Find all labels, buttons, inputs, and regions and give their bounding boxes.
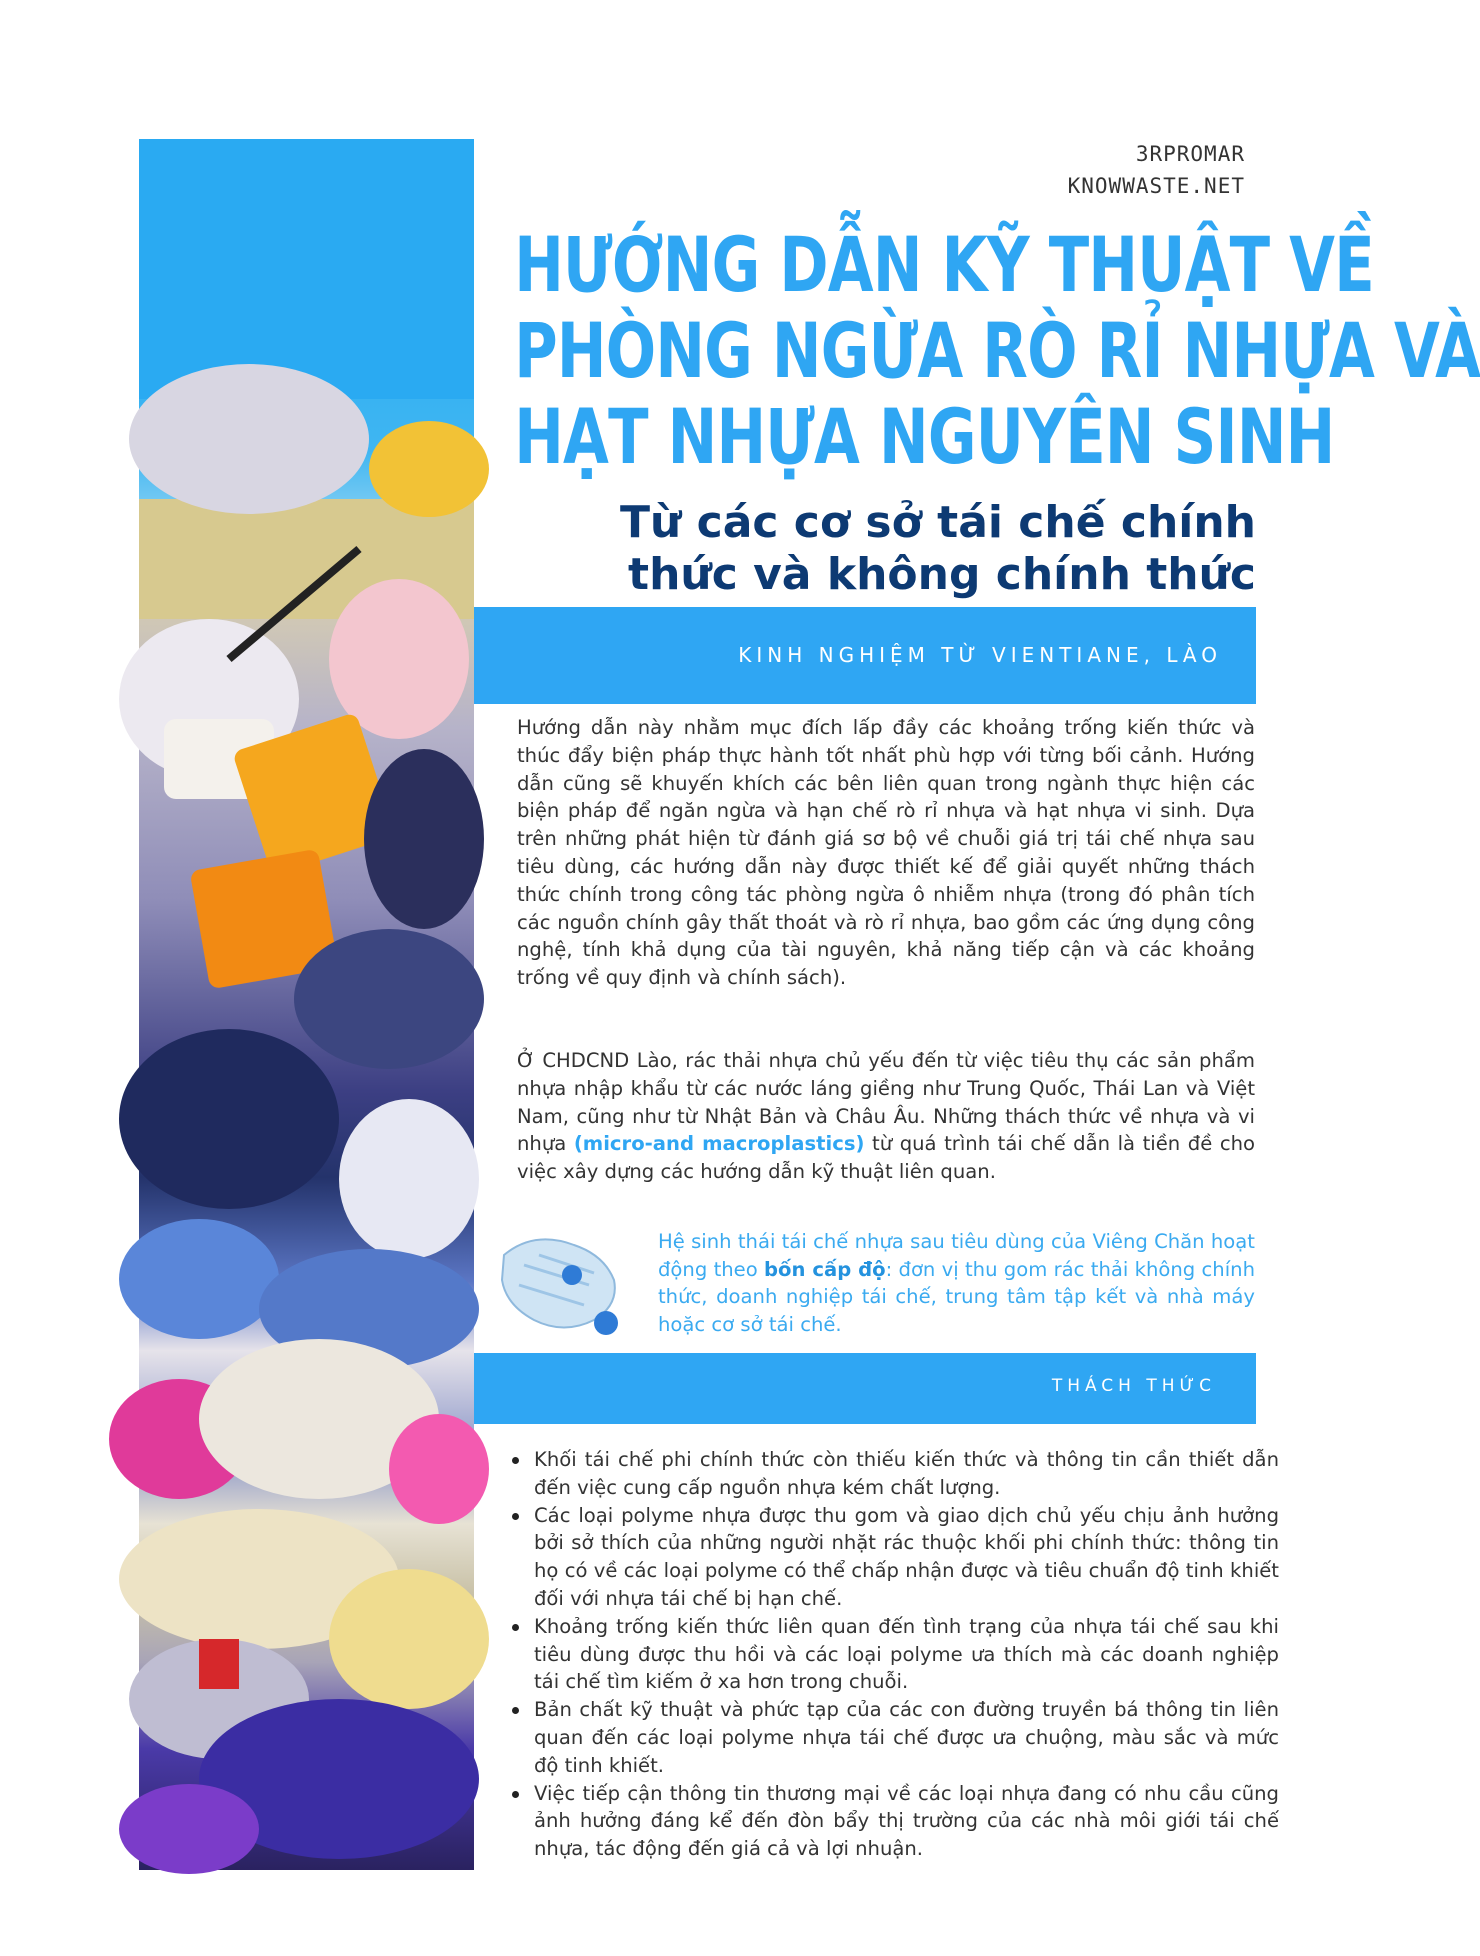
section-band-challenges: THÁCH THỨC — [474, 1353, 1256, 1424]
context-text-before: Ở CHDCND Lào, rác thải nhựa chủ yếu đến từ việc tiêu thụ các sản phẩm nhựa nhập khẩu từ các nước láng giềng như Trung Quốc, Thái Lan và Việt Nam, cũng như từ Nhật Bản và Châu Âu. Những thách thức về nhựa và vi nhựa — [517, 1049, 1255, 1156]
challenge-item: Khoảng trống kiến thức liên quan đến tình trạng của nhựa tái chế sau khi tiêu dùng được thu hồi và các loại polyme ưa thích mà các doanh nghiệp tái chế tìm kiếm ở xa hơn trong chuỗi. — [534, 1613, 1279, 1696]
callout-text-after: : đơn vị thu gom rác thải không chính thức, doanh nghiệp tái chế, trung tâm tập kết và nhà máy hoặc cơ sở tái chế. — [658, 1257, 1255, 1336]
subtitle-line-2: thức và không chính thức — [628, 549, 1256, 600]
subtitle-line-1: Từ các cơ sở tái chế chính — [619, 497, 1256, 548]
challenge-item: Các loại polyme nhựa được thu gom và giao dịch chủ yếu chịu ảnh hưởng bởi sở thích của những người nhặt rác thuộc khối phi chính thức: thông tin họ có về các loại polyme có thể chấp nhận được và tiêu chuẩn độ tinh khiết đối với nhựa tái chế bị hạn chế. — [534, 1502, 1279, 1613]
title-line-1: HƯỚNG DẪN KỸ THUẬT VỀ — [514, 220, 1375, 309]
ecosystem-callout — [658, 1228, 1255, 1338]
page-subtitle — [556, 497, 1256, 601]
callout-text-before: Hệ sinh thái tái chế nhựa sau tiêu dùng của Viêng Chăn hoạt động theo — [658, 1230, 1255, 1281]
context-text-after: từ quá trình tái chế dẫn là tiền đề cho việc xây dựng các hướng dẫn kỹ thuật liên quan. — [517, 1132, 1256, 1184]
plastic-bottle-icon — [494, 1225, 644, 1347]
title-line-3: HẠT NHỰA NGUYÊN SINH — [514, 392, 1335, 481]
brand-line-2: KNOWWASTE.NET — [1067, 174, 1245, 198]
challenges-list — [510, 1446, 1279, 1863]
title-line-2: PHÒNG NGỪA RÒ RỈ NHỰA VÀ — [514, 306, 1480, 395]
section-band-experience: KINH NGHIỆM TỪ VIENTIANE, LÀO — [474, 607, 1256, 704]
challenge-item: Việc tiếp cận thông tin thương mại về các loại nhựa đang có nhu cầu cũng ảnh hưởng đáng kể đến đòn bẩy thị trường của các nhà môi giới tái chế nhựa, tác động đến giá cả và lợi nhuận. — [534, 1780, 1279, 1863]
brand-line-1: 3RPROMAR — [1135, 142, 1245, 166]
intro-paragraph: Hướng dẫn này nhằm mục đích lấp đầy các khoảng trống kiến thức và thúc đẩy biện pháp thực hành tốt nhất phù hợp với từng bối cảnh. Hướng dẫn cũng sẽ khuyến khích các bên liên quan trong ngành thực hiện các biện pháp để ngăn ngừa và hạn chế rò rỉ nhựa và hạt nhựa vi sinh. Dựa trên những phát hiện từ đánh giá sơ bộ về chuỗi giá trị tái chế nhựa sau tiêu dùng, các hướng dẫn này được thiết kế để giải quyết những thách thức chính trong công tác phòng ngừa ô nhiễm nhựa (trong đó phân tích các nguồn chính gây thất thoát và rò rỉ nhựa, bao gồm các ứng dụng công nghệ, tính khả dụng của tài nguyên, khả năng tiếp cận và các khoảng trống về quy định và chính sách). — [517, 716, 1255, 990]
waste-photo — [139, 139, 474, 1870]
waste-photo-illustration — [139, 139, 474, 1870]
callout-bold: bốn cấp độ — [764, 1257, 886, 1281]
challenge-item: Khối tái chế phi chính thức còn thiếu kiến thức và thông tin cần thiết dẫn đến việc cung cấp nguồn nhựa kém chất lượng. — [534, 1446, 1279, 1502]
context-paragraph — [517, 1047, 1255, 1186]
challenge-item: Bản chất kỹ thuật và phức tạp của các con đường truyền bá thông tin liên quan đến các loại polyme nhựa tái chế được ưa chuộng, màu sắc và mức độ tinh khiết. — [534, 1696, 1279, 1779]
page-title — [514, 220, 1480, 481]
context-highlight: (micro-and macroplastics) — [573, 1132, 865, 1156]
brand-block — [1068, 138, 1245, 202]
